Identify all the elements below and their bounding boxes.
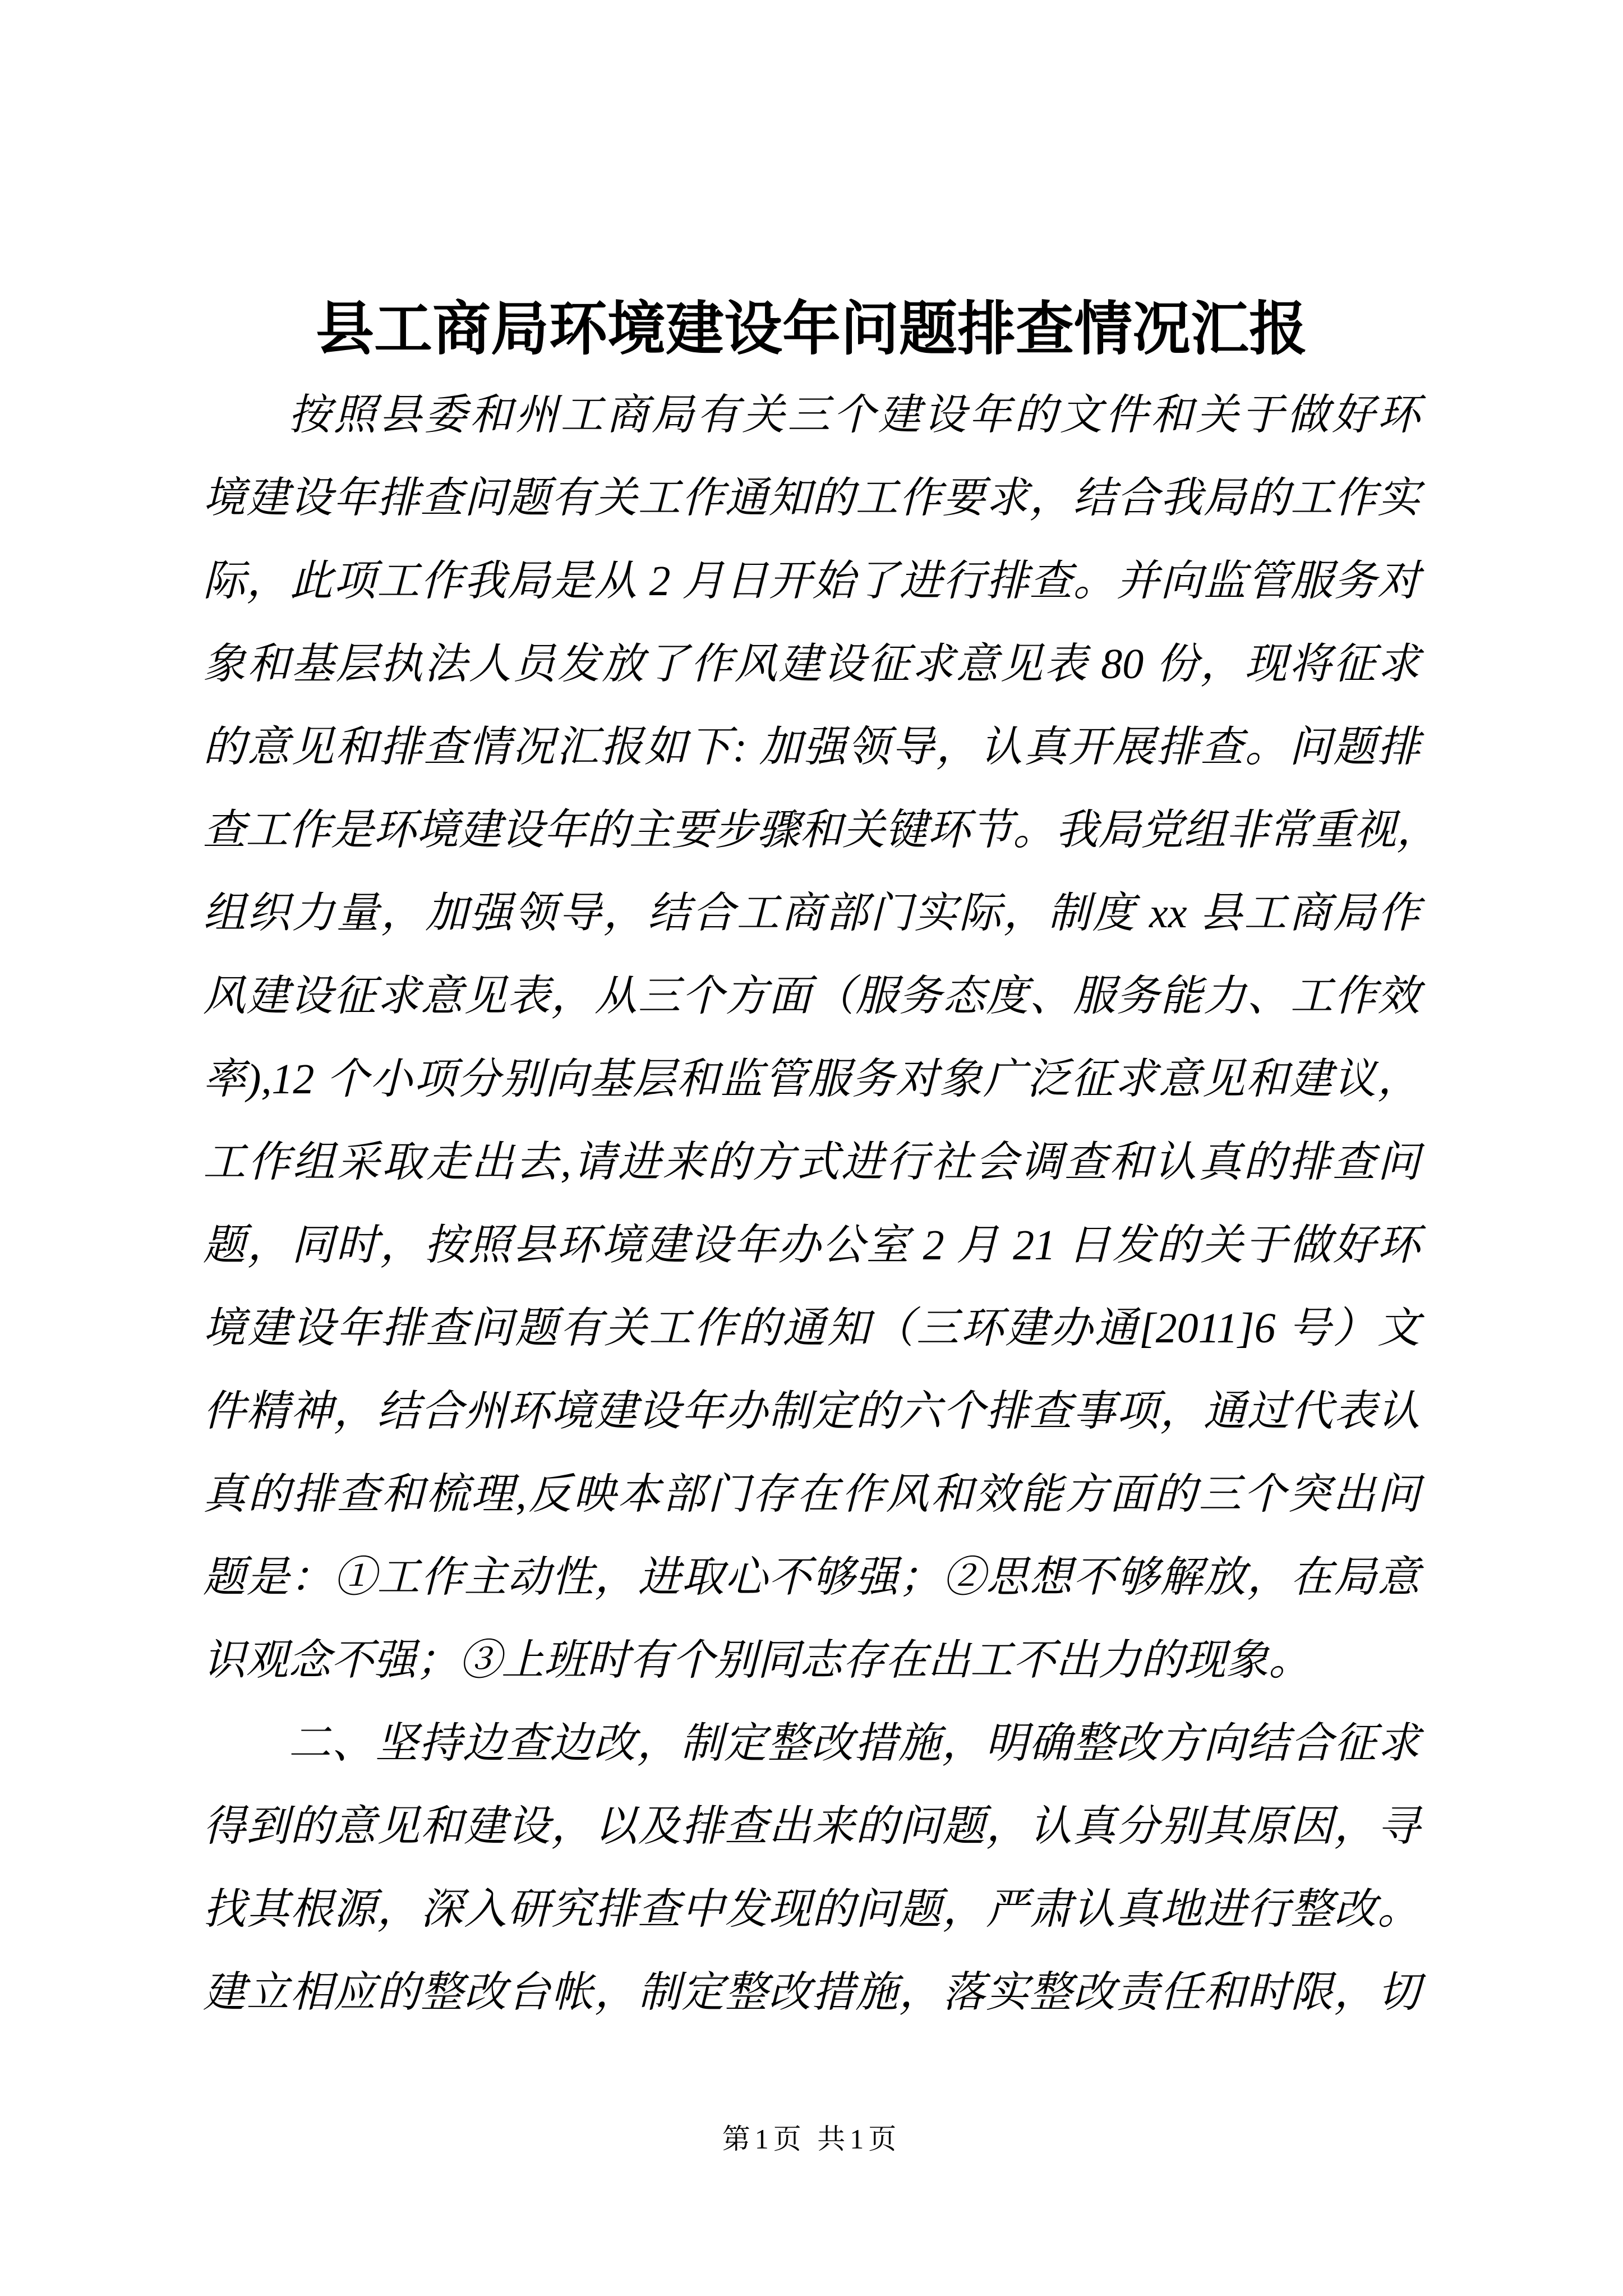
text-line: 件精神，结合州环境建设年办制定的六个排查事项，通过代表认: [203, 1388, 1420, 1435]
text-line: 按照县委和州工商局有关三个建设年的文件和关于做好环: [288, 392, 1420, 439]
text-line: 二、坚持边查边改，制定整改措施，明确整改方向结合征求: [288, 1720, 1420, 1767]
page-number-label: 第1页 共1页: [722, 2123, 901, 2155]
text-line: 象和基层执法人员发放了作风建设征求意见表 80 份，现将征求: [203, 641, 1420, 688]
document-title: 县工商局环境建设年问题排查情况汇报: [315, 297, 1307, 362]
text-line: 工作组采取走出去,请进来的方式进行社会调查和认真的排查问: [203, 1139, 1420, 1186]
text-line: 际，此项工作我局是从 2 月日开始了进行排查。并向监管服务对: [203, 558, 1420, 605]
text-line: 的意见和排查情况汇报如下: 加强领导，认真开展排查。问题排: [203, 724, 1420, 771]
text-line: 得到的意见和建设，以及排查出来的问题，认真分别其原因，寻: [203, 1803, 1420, 1850]
text-line: 题，同时，按照县环境建设年办公室 2 月 21 日发的关于做好环: [203, 1222, 1420, 1269]
document-body: [203, 374, 1439, 2034]
text-line: 境建设年排查问题有关工作通知的工作要求，结合我局的工作实: [203, 475, 1420, 522]
text-line: 找其根源，深入研究排查中发现的问题，严肃认真地进行整改。: [203, 1886, 1420, 1933]
text-line: 风建设征求意见表，从三个方面（服务态度、服务能力、工作效: [203, 973, 1420, 1020]
text-line: 题是：①工作主动性，进取心不够强；②思想不够解放，在局意: [203, 1554, 1420, 1601]
text-line: 境建设年排查问题有关工作的通知（三环建办通[2011]6 号）文: [203, 1305, 1420, 1352]
text-line: 建立相应的整改台帐，制定整改措施，落实整改责任和时限，切: [203, 1969, 1420, 2016]
text-line: 率),12 个小项分别向基层和监管服务对象广泛征求意见和建议，: [203, 1056, 1420, 1103]
text-line: 真的排查和梳理,反映本部门存在作风和效能方面的三个突出问: [203, 1471, 1420, 1518]
text-line: 查工作是环境建设年的主要步骤和关键环节。我局党组非常重视，: [203, 807, 1439, 854]
text-line: 组织力量，加强领导，结合工商部门实际，制度 xx 县工商局作: [203, 890, 1420, 937]
text-line: 识观念不强；③上班时有个别同志存在出工不出力的现象。: [203, 1637, 1311, 1684]
page-footer: [203, 2111, 1420, 2167]
